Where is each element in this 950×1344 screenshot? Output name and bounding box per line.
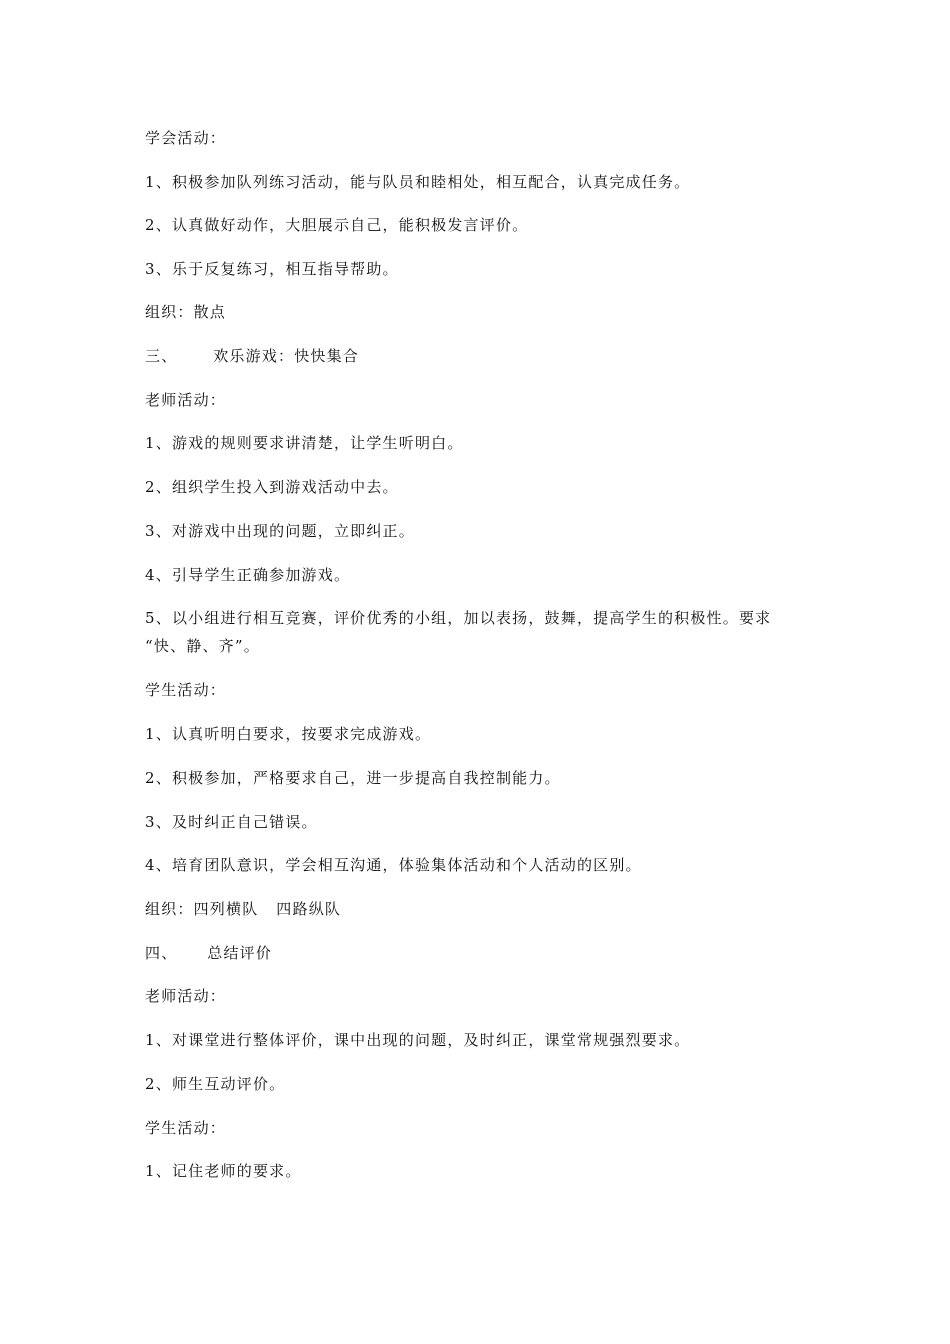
- list-item: 5、以小组进行相互竞赛，评价优秀的小组，加以表扬，鼓舞，提高学生的积极性。要求: [145, 609, 772, 627]
- section-heading-student-activity: 学生活动：: [145, 681, 227, 699]
- section-heading-student-activity: 学生活动：: [145, 1119, 227, 1137]
- section-title-summary: 四、 总结评价: [145, 944, 273, 962]
- section-heading-student-activity: 学会活动：: [145, 129, 227, 147]
- list-item: 3、对游戏中出现的问题，立即纠正。: [145, 522, 415, 540]
- list-item: 2、组织学生投入到游戏活动中去。: [145, 478, 399, 496]
- list-item: 4、培育团队意识，学会相互沟通，体验集体活动和个人活动的区别。: [145, 856, 642, 874]
- section-title-game: 三、 欢乐游戏：快快集合: [145, 347, 360, 365]
- list-item: 1、记住老师的要求。: [145, 1162, 302, 1180]
- list-item: 2、积极参加，严格要求自己，进一步提高自我控制能力。: [145, 769, 561, 787]
- list-item: 1、游戏的规则要求讲清楚，让学生听明白。: [145, 434, 464, 452]
- list-item-continuation: “快、静、齐”。: [145, 637, 260, 655]
- organization-note: 组织：四列横队 四路纵队: [145, 900, 342, 918]
- list-item: 3、乐于反复练习，相互指导帮助。: [145, 260, 399, 278]
- list-item: 2、认真做好动作，大胆展示自己，能积极发言评价。: [145, 216, 529, 234]
- list-item: 1、认真听明白要求，按要求完成游戏。: [145, 725, 432, 743]
- list-item: 1、对课堂进行整体评价，课中出现的问题，及时纠正，课堂常规强烈要求。: [145, 1031, 691, 1049]
- list-item: 4、引导学生正确参加游戏。: [145, 566, 351, 584]
- list-item: 2、师生互动评价。: [145, 1075, 286, 1093]
- organization-note: 组织：散点: [145, 303, 227, 321]
- list-item: 3、及时纠正自己错误。: [145, 813, 318, 831]
- section-heading-teacher-activity: 老师活动：: [145, 987, 227, 1005]
- section-heading-teacher-activity: 老师活动：: [145, 391, 227, 409]
- list-item: 1、积极参加队列练习活动，能与队员和睦相处，相互配合，认真完成任务。: [145, 173, 691, 191]
